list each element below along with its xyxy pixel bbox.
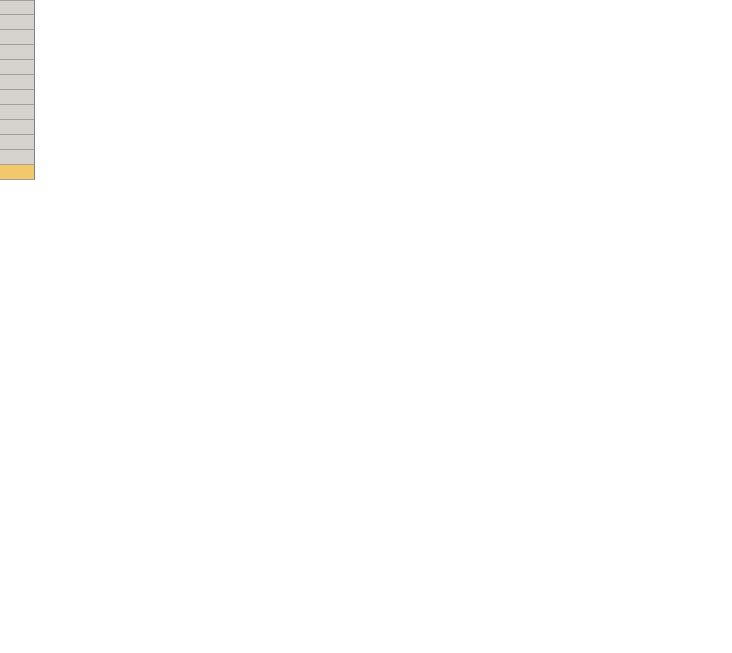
row-header[interactable] bbox=[0, 30, 35, 45]
row-header[interactable] bbox=[0, 0, 35, 15]
row-header[interactable] bbox=[0, 15, 35, 30]
row-header[interactable] bbox=[0, 45, 35, 60]
row-header[interactable] bbox=[0, 75, 35, 90]
row-header[interactable] bbox=[0, 150, 35, 165]
row-header[interactable] bbox=[0, 135, 35, 150]
row-header[interactable] bbox=[0, 165, 35, 180]
row-header[interactable] bbox=[0, 90, 35, 105]
row-header[interactable] bbox=[0, 120, 35, 135]
row-header[interactable] bbox=[0, 105, 35, 120]
row-header[interactable] bbox=[0, 60, 35, 75]
row-header[interactable] bbox=[0, 0, 35, 1]
